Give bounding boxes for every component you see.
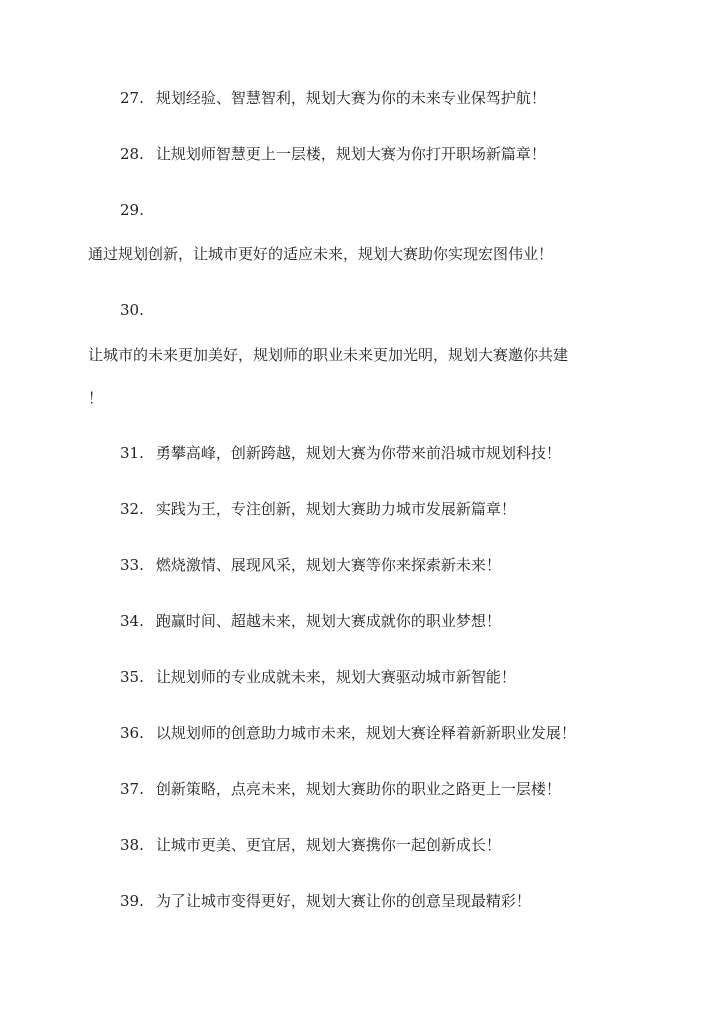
item-number: 34. (120, 612, 144, 630)
item-text: 让规划师智慧更上一层楼，规划大赛为你打开职场新篇章！ (155, 145, 546, 163)
item-number: 39. (120, 892, 144, 910)
list-item (120, 667, 516, 687)
item-number: 37. (120, 780, 144, 798)
item-number: 35. (120, 668, 144, 686)
item-text: 勇攀高峰，创新跨越，规划大赛为你带来前沿城市规划科技！ (155, 444, 561, 462)
item-number: 27. (120, 89, 144, 107)
item-text: 以规划师的创意助力城市未来，规划大赛诠释着新新职业发展！ (155, 724, 576, 742)
item-number: 31. (120, 444, 144, 462)
item-text: 为了让城市变得更好，规划大赛让你的创意呈现最精彩！ (155, 892, 531, 910)
item-number: 33. (120, 556, 144, 574)
item-text: 跑赢时间、超越未来，规划大赛成就你的职业梦想！ (155, 612, 501, 630)
item-text: 让规划师的专业成就未来，规划大赛驱动城市新智能！ (155, 668, 516, 686)
item-number: 36. (120, 724, 144, 742)
item-text: 让城市的未来更加美好，规划师的职业未来更加光明，规划大赛邀你共建 (88, 346, 569, 364)
list-item (120, 779, 561, 799)
item-number: 32. (120, 500, 144, 518)
item-number: 30. (120, 301, 144, 319)
list-item (120, 443, 561, 463)
item-number: 29. (120, 201, 144, 219)
item-text: 实践为王，专注创新，规划大赛助力城市发展新篇章！ (155, 500, 516, 518)
list-item (120, 891, 531, 911)
list-item (120, 611, 501, 631)
item-number: 28. (120, 145, 144, 163)
list-item (120, 723, 576, 743)
item-text: 让城市更美、更宜居，规划大赛携你一起创新成长！ (155, 836, 501, 854)
item-text: 燃烧激情、展现风采，规划大赛等你来探索新未来！ (155, 556, 501, 574)
item-number: 38. (120, 836, 144, 854)
item-text: 创新策略，点亮未来，规划大赛助你的职业之路更上一层楼！ (155, 780, 561, 798)
list-item (120, 555, 501, 575)
list-item (120, 499, 516, 519)
item-text-continuation: ！ (88, 389, 104, 407)
list-item (120, 144, 546, 164)
item-text: 通过规划创新，让城市更好的适应未来，规划大赛助你实现宏图伟业！ (88, 245, 554, 263)
list-item (120, 88, 546, 108)
list-item (120, 835, 501, 855)
item-text: 规划经验、智慧智利，规划大赛为你的未来专业保驾护航！ (155, 89, 546, 107)
